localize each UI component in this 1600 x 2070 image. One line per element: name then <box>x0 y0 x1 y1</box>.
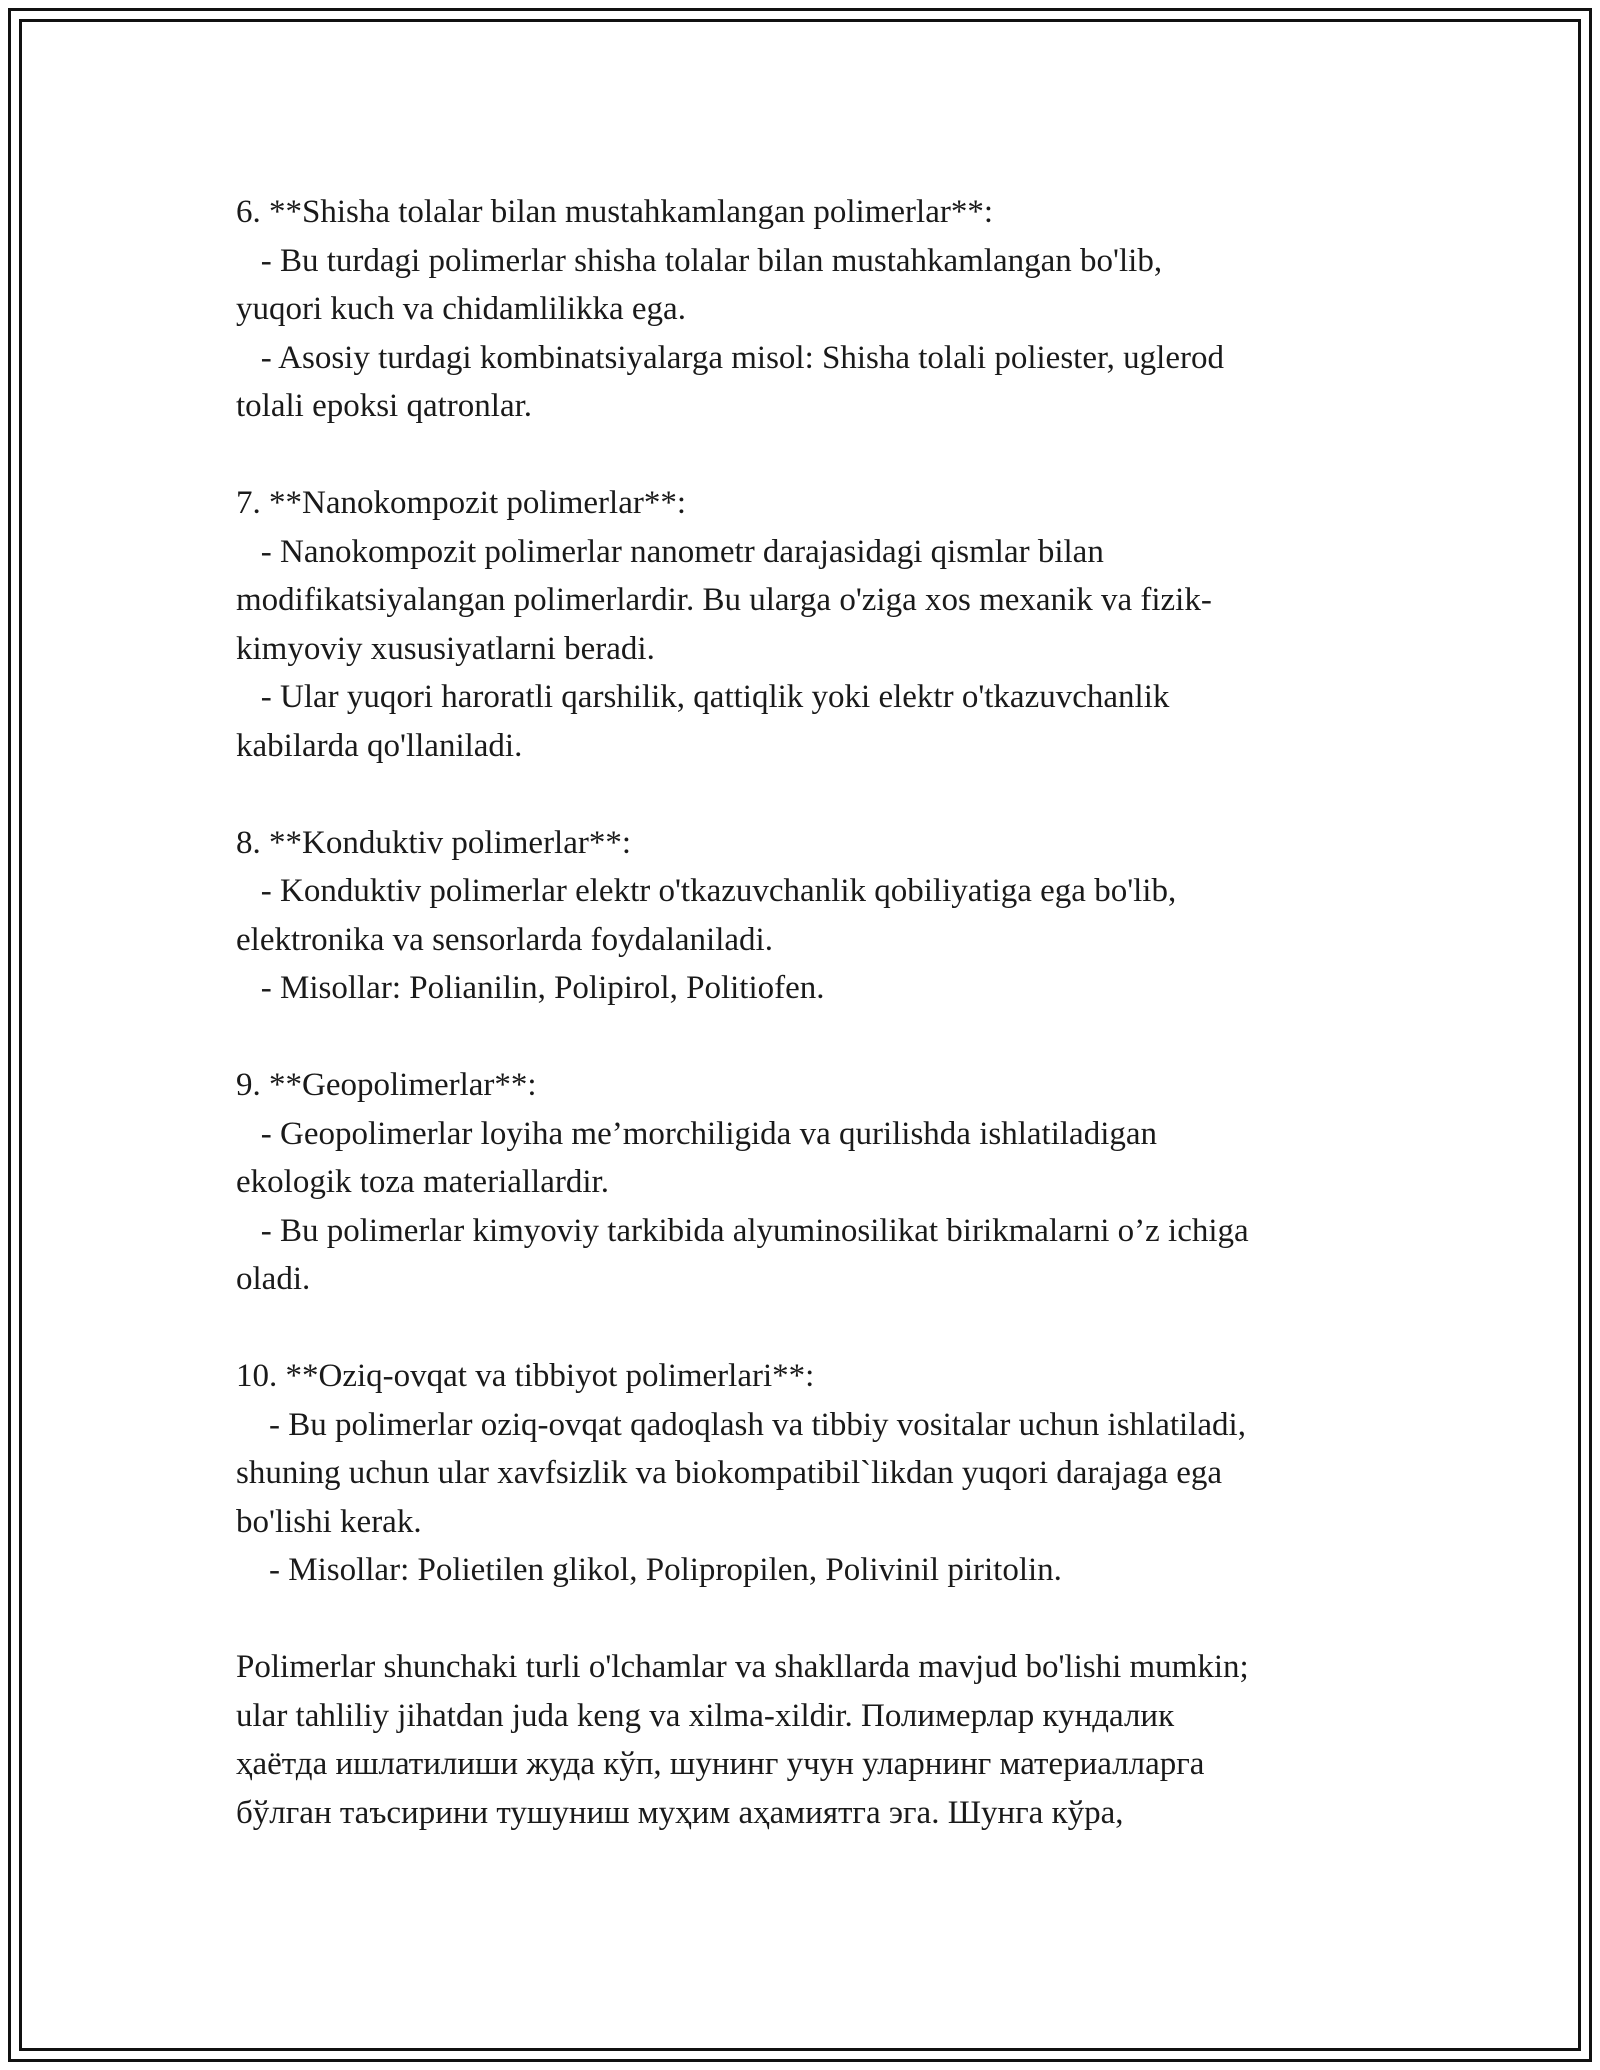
paragraph-gap <box>236 1595 1386 1644</box>
item-9-text: - Geopolimerlar loyiha me’morchiligida va qurilishda ishlatiladigan <box>236 1115 1158 1152</box>
item-7-text: modifikatsiyalangan polimerlardir. Bu ularga o'ziga xos mexanik va fizik- <box>236 582 1212 618</box>
item-8-text: elektronika va sensorlarda foydalaniladi. <box>236 921 773 958</box>
item-9-text: oladi. <box>236 1261 311 1297</box>
paragraph-gap <box>236 1304 1386 1353</box>
item-6-text: tolali epoksi qatronlar. <box>236 388 533 424</box>
paragraph-gap <box>236 770 1386 819</box>
heading-item-8: 8. **Konduktiv polimerlar**: <box>236 824 632 861</box>
paragraph-gap <box>236 431 1386 480</box>
item-10-text: - Bu polimerlar oziq-ovqat qadoqlash va tibbiy vositalar uchun ishlatiladi, <box>236 1406 1246 1443</box>
item-6-text: - Bu turdagi polimerlar shisha tolalar bilan mustahkamlangan bo'lib, <box>236 242 1163 279</box>
closing-paragraph-line: Polimerlar shunchaki turli o'lchamlar va shakllarda mavjud bo'lishi mumkin; <box>236 1649 1249 1685</box>
item-7-text: - Nanokompozit polimerlar nanometr darajasidagi qismlar bilan <box>236 533 1104 570</box>
item-6-text: - Asosiy turdagi kombinatsiyalarga misol: Shisha tolali poliester, uglerod <box>236 339 1224 376</box>
item-8-text: - Misollar: Polianilin, Polipirol, Politiofen. <box>236 970 825 1006</box>
closing-paragraph-line: ular tahliliy jihatdan juda keng va xilma-xildir. Полимерлар кундалик <box>236 1697 1175 1734</box>
item-10-text: - Misollar: Polietilen glikol, Polipropilen, Polivinil piritolin. <box>236 1552 1062 1588</box>
item-7-text: - Ular yuqori haroratli qarshilik, qattiqlik yoki elektr o'tkazuvchanlik <box>236 679 1170 715</box>
paragraph-gap <box>236 1013 1386 1062</box>
item-7-text: kabilarda qo'llaniladi. <box>236 727 523 764</box>
item-10-text: shuning uchun ular xavfsizlik va biokompatibil`likdan yuqori darajaga ega <box>236 1455 1223 1491</box>
heading-item-9: 9. **Geopolimerlar**: <box>236 1067 537 1103</box>
item-8-text: - Konduktiv polimerlar elektr o'tkazuvchanlik qobiliyatiga ega bo'lib, <box>236 873 1177 909</box>
closing-paragraph-line: ҳаётда ишлатилиши жуда кўп, шунинг учун уларнинг материалларга <box>236 1746 1205 1782</box>
heading-item-10: 10. **Oziq-ovqat va tibbiyot polimerlari**: <box>236 1358 815 1394</box>
heading-item-6: 6. **Shisha tolalar bilan mustahkamlangan polimerlar**: <box>236 194 994 230</box>
item-7-text: kimyoviy xususiyatlarni beradi. <box>236 630 655 667</box>
document-body <box>236 188 1386 1837</box>
item-6-text: yuqori kuch va chidamlilikka ega. <box>236 291 686 327</box>
closing-paragraph-line: бўлган таъсирини тушуниш муҳим аҳамиятга эга. Шунга кўра, <box>236 1794 1124 1831</box>
heading-item-7: 7. **Nanokompozit polimerlar**: <box>236 485 686 521</box>
item-9-text: ekologik toza materiallardir. <box>236 1164 609 1200</box>
item-9-text: - Bu polimerlar kimyoviy tarkibida alyuminosilikat birikmalarni o’z ichiga <box>236 1212 1249 1249</box>
item-10-text: bo'lishi kerak. <box>236 1503 422 1540</box>
